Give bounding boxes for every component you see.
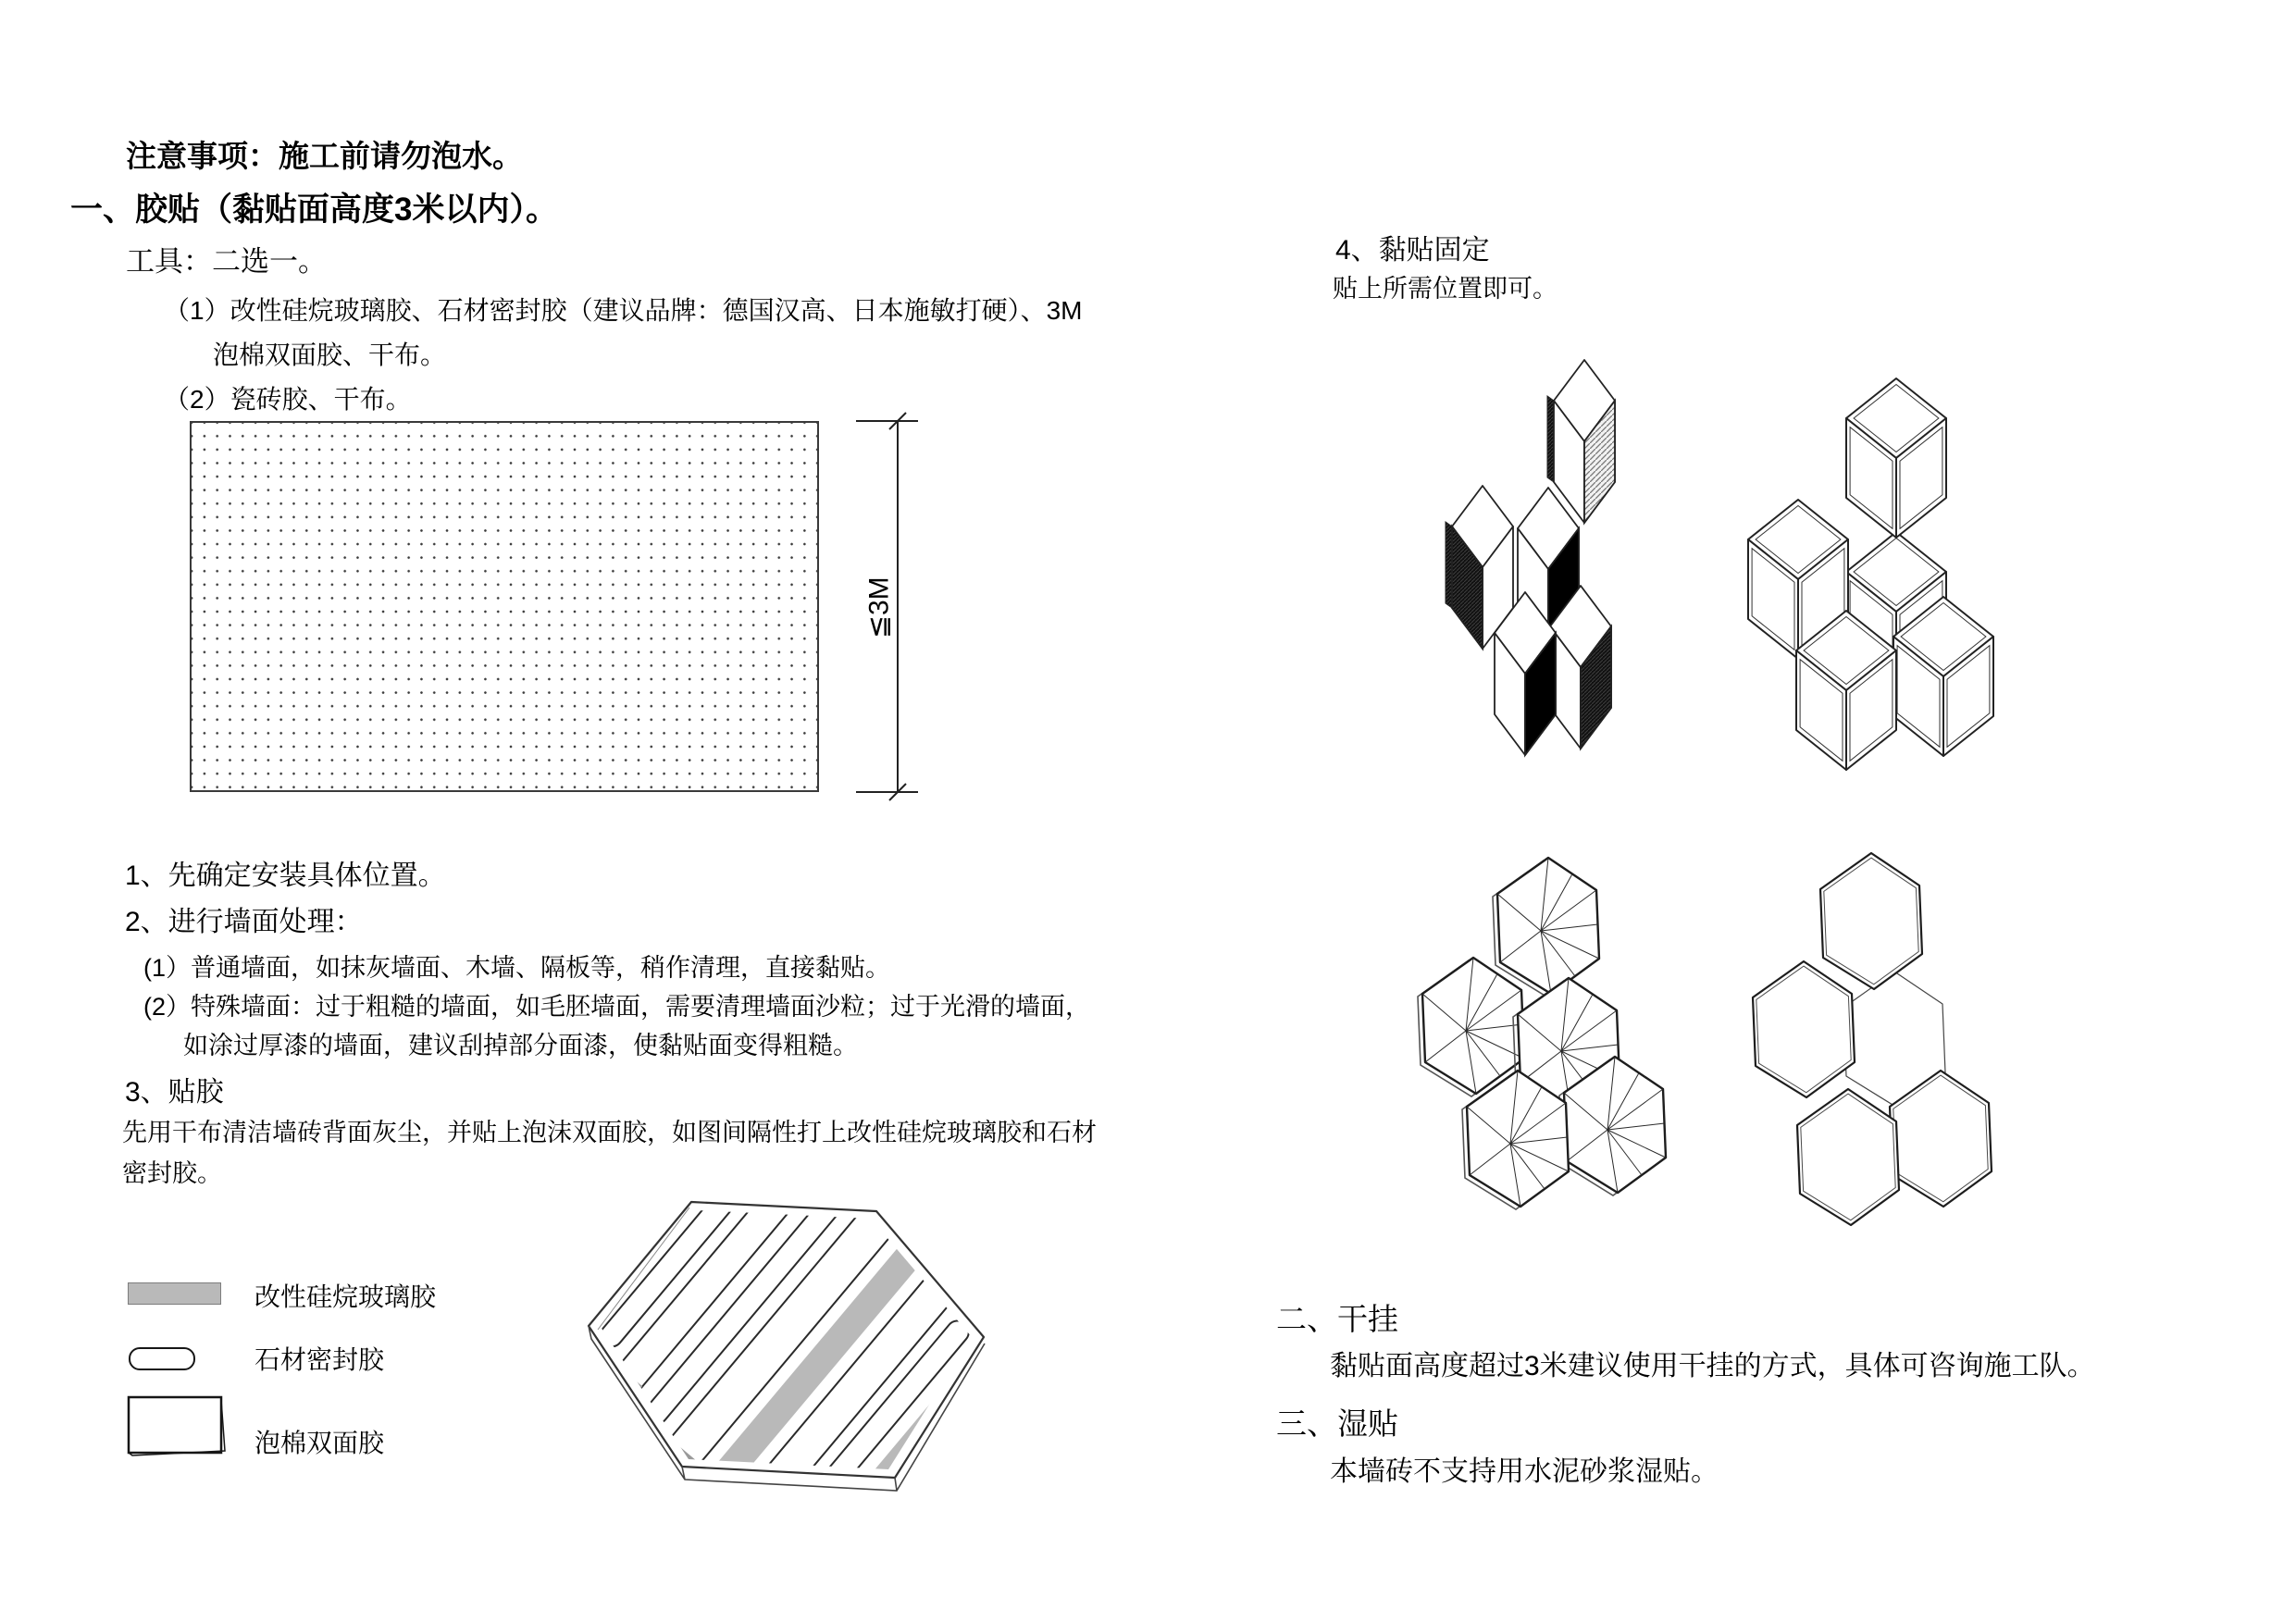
step2-sub2-line2: 如涂过厚漆的墙面，建议刮掉部分面漆，使黏贴面变得粗糙。 [183, 1032, 858, 1059]
legend-label-silane-glue: 改性硅烷玻璃胶 [254, 1282, 437, 1311]
legend-swatch-silane-glue-icon [128, 1282, 221, 1305]
section3-body: 本墙砖不支持用水泥砂浆湿贴。 [1330, 1456, 1719, 1487]
step2: 2、进行墙面处理： [125, 907, 363, 937]
step4: 4、黏贴固定 [1335, 235, 1490, 266]
tiles-plain-hex-cluster [1731, 833, 2008, 1258]
tiles-3d-cube-cluster [1731, 361, 2008, 796]
step3: 3、贴胶 [125, 1077, 224, 1108]
section2-body: 黏贴面高度超过3米建议使用干挂的方式，具体可咨询施工队。 [1330, 1351, 2095, 1381]
legend-swatch-foam-tape-icon [122, 1392, 231, 1464]
step2-sub2-line1: (2）特殊墙面：过于粗糙的墙面，如毛胚墙面，需要清理墙面沙粒；过于光滑的墙面， [143, 993, 1091, 1021]
section2-heading: 二、干挂 [1276, 1302, 1398, 1336]
step1: 1、先确定安装具体位置。 [125, 861, 446, 891]
tiles-3d-angled-cluster [1425, 342, 1657, 796]
legend-label-stone-sealant: 石材密封胶 [254, 1345, 385, 1374]
section3-heading: 三、湿贴 [1276, 1406, 1398, 1441]
legend-swatch-stone-sealant-icon [129, 1347, 195, 1370]
tools-label: 工具：二选一。 [126, 245, 327, 278]
wall-surface-diagram [190, 421, 819, 792]
tool-option1-line2: 泡棉双面胶、干布。 [213, 341, 447, 369]
height-dimension-label: ≦3M [863, 576, 895, 639]
step3-body-line1: 先用干布清洁墙砖背面灰尘，并贴上泡沫双面胶，如图间隔性打上改性硅烷玻璃胶和石材 [122, 1119, 1097, 1146]
tool-option1-line1: （1）改性硅烷玻璃胶、石材密封胶（建议品牌：德国汉高、日本施敏打硬）、3M [164, 296, 1083, 325]
step3-body-line2: 密封胶。 [122, 1159, 222, 1187]
tile-back-adhesive-diagram [555, 1166, 1018, 1554]
notice-title: 注意事项：施工前请勿泡水。 [126, 139, 523, 173]
tool-option2: （2）瓷砖胶、干布。 [164, 385, 412, 414]
step2-sub1: (1）普通墙面，如抹灰墙面、木墙、隔板等，稍作清理，直接黏贴。 [143, 954, 891, 982]
legend-label-foam-tape: 泡棉双面胶 [254, 1429, 385, 1457]
tiles-faceted-hex-cluster [1407, 837, 1684, 1217]
step4-body: 贴上所需位置即可。 [1333, 275, 1558, 303]
section1-heading: 一、胶贴（黏贴面高度3米以内）。 [70, 192, 558, 228]
